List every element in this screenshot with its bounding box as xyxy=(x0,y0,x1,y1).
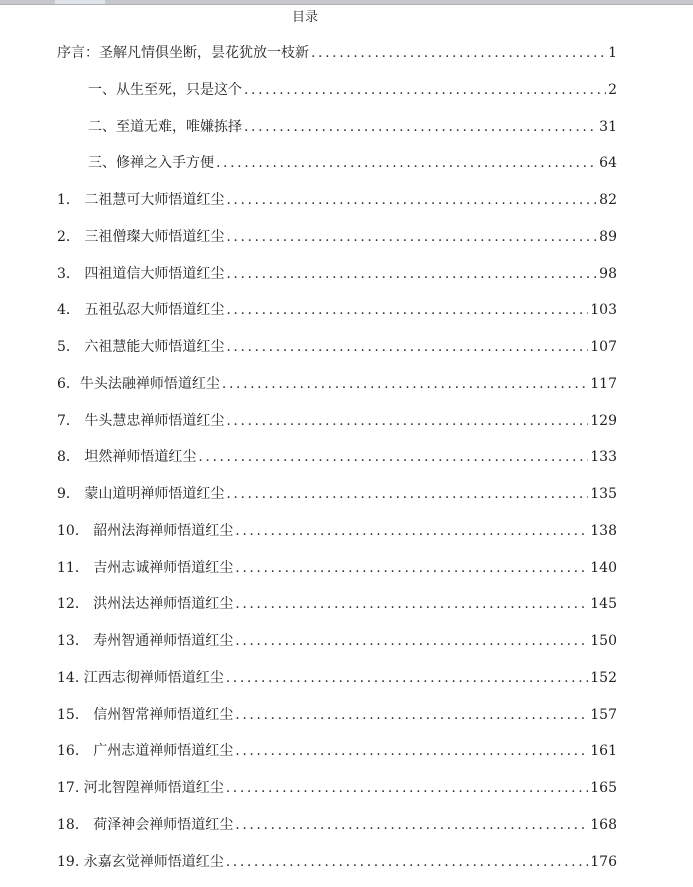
toc-entry-page-number: 103 xyxy=(590,302,617,319)
toc-entry[interactable] xyxy=(57,79,617,116)
toc-entry[interactable] xyxy=(57,116,617,153)
toc-entry[interactable] xyxy=(57,851,617,887)
toc-entry-label: 13． 寿州智通禅师悟道红尘 xyxy=(57,633,234,649)
toc-leader-dots xyxy=(222,376,588,392)
toc-leader-dots xyxy=(226,339,588,355)
toc-entry-label: 7． 牛头慧忠禅师悟道红尘 xyxy=(57,412,225,429)
toc-leader-dots xyxy=(226,413,588,429)
toc-leader-dots xyxy=(226,854,589,870)
toc-entry[interactable] xyxy=(57,152,617,189)
toc-entry-page-number: 176 xyxy=(590,853,617,870)
toc-entry-label: 14. 江西志彻禅师悟道红尘 xyxy=(57,669,224,686)
toc-leader-dots xyxy=(311,45,606,61)
toc-leader-dots xyxy=(235,633,588,649)
toc-leader-dots xyxy=(226,266,597,282)
toc-entry-label: 17. 河北智隍禅师悟道红尘 xyxy=(57,780,224,796)
toc-leader-dots xyxy=(244,82,606,98)
toc-leader-dots xyxy=(226,229,597,245)
toc-entry[interactable] xyxy=(57,299,617,336)
toc-entry-page-number: 107 xyxy=(590,339,617,355)
toc-leader-dots xyxy=(226,486,588,502)
toc-entry-page-number: 150 xyxy=(590,633,617,649)
toc-entry-label: 二、至道无难，唯嫌拣择 xyxy=(88,118,242,135)
toc-entry-label: 10． 韶州法海禅师悟道红尘 xyxy=(57,522,234,539)
toc-entry-label: 11． 吉州志诚禅师悟道红尘 xyxy=(57,559,234,576)
toc-entry[interactable] xyxy=(57,446,617,483)
toc-entry-page-number: 98 xyxy=(599,265,617,282)
toc-entry-label: 3． 四祖道信大师悟道红尘 xyxy=(57,265,225,282)
toc-entry-page-number: 152 xyxy=(590,669,617,686)
toc-entry[interactable] xyxy=(57,373,617,410)
toc-leader-dots xyxy=(226,670,589,686)
toc-leader-dots xyxy=(235,560,588,576)
toc-entry[interactable] xyxy=(57,520,617,557)
toc-entry-label: 6．牛头法融禅师悟道红尘 xyxy=(57,375,220,392)
toc-leader-dots xyxy=(235,596,588,612)
toc-leader-dots xyxy=(235,523,588,539)
toc-entry-page-number: 145 xyxy=(590,596,617,613)
toolbar-tab xyxy=(55,0,105,4)
toc-leader-dots xyxy=(235,817,588,833)
toc-leader-dots xyxy=(235,743,588,759)
toc-entry-label: 序言：圣解凡情俱坐断，昙花犹放一枝新 xyxy=(57,45,309,61)
toc-entry-page-number: 2 xyxy=(608,81,617,98)
toc-entry-label: 9． 蒙山道明禅师悟道红尘 xyxy=(57,486,225,502)
toc-entry-page-number: 135 xyxy=(590,486,617,502)
toc-entry[interactable] xyxy=(57,42,617,79)
toc-entry-page-number: 117 xyxy=(590,375,617,392)
toc-entry[interactable] xyxy=(57,189,617,226)
toc-entry[interactable] xyxy=(57,704,617,741)
toc-leader-dots xyxy=(226,780,589,796)
toc-entry-label: 1． 二祖慧可大师悟道红尘 xyxy=(57,192,225,208)
toc-entry-label: 18． 荷泽神会禅师悟道红尘 xyxy=(57,816,234,833)
toc-entry[interactable] xyxy=(57,557,617,594)
toc-entry-page-number: 138 xyxy=(590,522,617,539)
toc-entry-page-number: 161 xyxy=(590,743,617,760)
toc-entry-page-number: 1 xyxy=(608,45,617,61)
toc-entry[interactable] xyxy=(57,410,617,447)
toc-entry[interactable] xyxy=(57,630,617,667)
toc-entry-label: 4． 五祖弘忍大师悟道红尘 xyxy=(57,302,225,319)
toc-leader-dots xyxy=(226,192,597,208)
toc-entry-page-number: 133 xyxy=(590,449,617,466)
toc-entry[interactable] xyxy=(57,593,617,630)
toc-entry-label: 15． 信州智常禅师悟道红尘 xyxy=(57,706,234,723)
toc-entry-page-number: 82 xyxy=(599,192,617,208)
toc-entry-page-number: 129 xyxy=(590,412,617,429)
toc-entry-label: 2． 三祖僧璨大师悟道红尘 xyxy=(57,228,225,245)
toc-entry-page-number: 31 xyxy=(599,118,617,135)
toc-entry-label: 16． 广州志道禅师悟道红尘 xyxy=(57,743,234,760)
toc-entry-page-number: 165 xyxy=(590,780,617,796)
toc-entry[interactable] xyxy=(57,483,617,520)
toc-entry-page-number: 64 xyxy=(599,155,617,172)
toc-leader-dots xyxy=(235,707,588,723)
toc-entry-label: 12． 洪州法达禅师悟道红尘 xyxy=(57,596,234,613)
toc-leader-dots xyxy=(198,449,588,465)
toc-entry-page-number: 168 xyxy=(590,816,617,833)
toc-entry[interactable] xyxy=(57,777,617,814)
toc-entry[interactable] xyxy=(57,263,617,300)
toc-entry-label: 19. 永嘉玄觉禅师悟道红尘 xyxy=(57,853,224,870)
toc-entry-label: 5． 六祖慧能大师悟道红尘 xyxy=(57,339,225,355)
toc-leader-dots xyxy=(226,302,588,318)
toc-entry[interactable] xyxy=(57,226,617,263)
window-top-bar xyxy=(0,0,693,5)
toc-entry-label: 一、从生至死，只是这个 xyxy=(88,81,242,98)
toc-entry-label: 8． 坦然禅师悟道红尘 xyxy=(57,449,197,466)
toc-title: 目录 xyxy=(291,10,318,25)
toc-entry[interactable] xyxy=(57,814,617,851)
toc-entry-page-number: 89 xyxy=(599,228,617,245)
toc-entry-page-number: 140 xyxy=(590,559,617,576)
table-of-contents xyxy=(57,42,617,887)
toc-entry[interactable] xyxy=(57,336,617,373)
toc-leader-dots xyxy=(216,155,597,171)
toc-entry-label: 三、修禅之入手方便 xyxy=(88,155,214,172)
toc-leader-dots xyxy=(244,119,597,135)
toc-entry[interactable] xyxy=(57,667,617,704)
toc-entry-page-number: 157 xyxy=(590,706,617,723)
toc-entry[interactable] xyxy=(57,740,617,777)
